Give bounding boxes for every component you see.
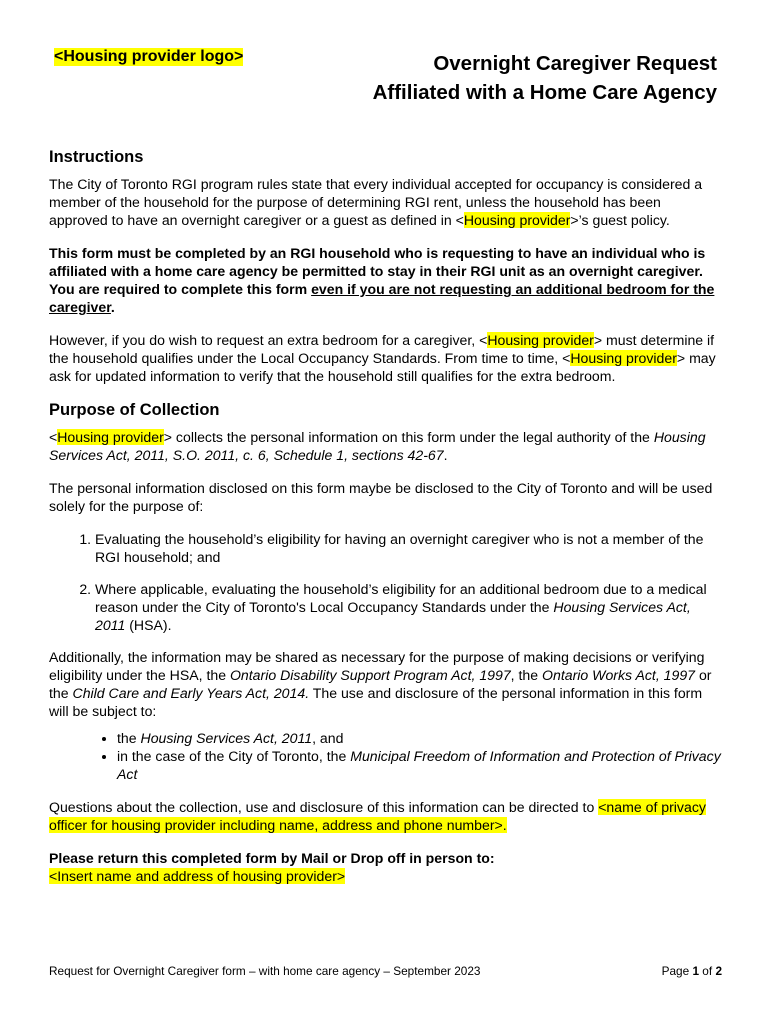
- text-run: .: [443, 447, 448, 463]
- text-run: , and: [312, 730, 344, 746]
- current-page: 1: [692, 964, 700, 978]
- purpose-list: [49, 530, 722, 634]
- italic-text: Ontario Works Act, 1997: [542, 667, 696, 683]
- italic-text: Housing Services Act, 2011: [95, 599, 691, 633]
- text-run: Page: [661, 964, 693, 978]
- purpose-paragraph-3: [49, 648, 722, 720]
- text-run: , the: [510, 667, 543, 683]
- italic-text: Ontario Disability Support Program Act, 1997: [229, 667, 511, 683]
- instructions-paragraph-2: [49, 244, 722, 316]
- text-run: > must determine if the household qualifies under the Local Occupancy Standards. From time to time, <: [49, 332, 715, 366]
- instructions-paragraph-1: [49, 175, 722, 229]
- purpose-paragraph-2: The personal information disclosed on this form maybe be disclosed to the City of Toronto and will be used solely for the purpose of:: [49, 480, 713, 514]
- page-footer: [49, 962, 722, 980]
- text-run: <: [49, 429, 58, 445]
- footer-form-title: Request for Overnight Caregiver form – with home care agency – September 2023: [49, 964, 481, 978]
- bullet-item-2: [117, 747, 722, 783]
- housing-provider-address-placeholder: <Insert name and address of housing provider>: [49, 868, 346, 884]
- legislation-bullet-list: [49, 729, 722, 783]
- privacy-contact-paragraph: [49, 798, 722, 834]
- purpose-heading: Purpose of Collection: [49, 401, 220, 419]
- italic-text: Child Care and Early Years Act, 2014.: [72, 685, 310, 701]
- title-line-1: Overnight Caregiver Request: [433, 52, 717, 75]
- text-run: > may ask for updated information to verify that the household still qualifies for the extra bedroom.: [49, 350, 716, 384]
- title-line-2: Affiliated with a Home Care Agency: [372, 81, 717, 104]
- italic-text: Housing Services Act, 2011: [140, 730, 313, 746]
- privacy-officer-placeholder: <name of privacy officer for housing provider including name, address and phone number>.: [49, 799, 706, 833]
- text-run: .: [110, 299, 115, 315]
- housing-provider-placeholder: Housing provider: [487, 332, 594, 348]
- italic-text: Municipal Freedom of Information and Protection of Privacy Act: [117, 748, 721, 782]
- housing-provider-logo-placeholder: <Housing provider logo>: [54, 48, 244, 65]
- text-run: Where applicable, evaluating the household’s eligibility for an additional bedroom due to a medical reason under the City of Toronto's Local Occupancy Standards under the: [95, 581, 707, 615]
- instructions-section: [49, 147, 722, 385]
- bullet-item-1: [117, 729, 722, 747]
- return-heading: Please return this completed form by Mail or Drop off in person to:: [49, 850, 495, 866]
- text-run: Questions about the collection, use and disclosure of this information can be directed to: [49, 799, 599, 815]
- purpose-section: [49, 400, 722, 885]
- housing-provider-placeholder: Housing provider: [463, 212, 571, 228]
- total-pages: 2: [715, 964, 722, 978]
- housing-provider-placeholder: Housing provider: [57, 429, 164, 445]
- text-run: in the case of the City of Toronto, the: [117, 748, 351, 764]
- text-run: The use and disclosure of the personal information in this form will be subject to:: [49, 685, 703, 719]
- text-run: > collects the personal information on this form under the legal authority of the: [163, 429, 654, 445]
- text-run: Additionally, the information may be shared as necessary for the purpose of making decisions or verifying eligibility under the HSA, the: [49, 649, 705, 683]
- text-run: However, if you do wish to request an extra bedroom for a caregiver, <: [49, 332, 488, 348]
- purpose-paragraph-1: [49, 428, 722, 464]
- text-run: the: [117, 730, 141, 746]
- purpose-list-item-1: 1. Evaluating the household’s eligibility for having an overnight caregiver who is not a member of the RGI household; and: [95, 530, 722, 566]
- purpose-list-item-2: [95, 580, 722, 634]
- footer-page-number: [662, 962, 722, 980]
- text-run: (HSA).: [125, 617, 172, 633]
- text-run: >’s guest policy.: [570, 212, 670, 228]
- instructions-heading: Instructions: [49, 148, 144, 166]
- text-run: or the: [49, 667, 712, 701]
- housing-provider-placeholder: Housing provider: [570, 350, 677, 366]
- text-run: of: [699, 964, 716, 978]
- return-instructions: [49, 849, 722, 885]
- instructions-paragraph-3: [49, 331, 722, 385]
- document-title: [373, 49, 717, 107]
- underlined-text: even if you are not requesting an additional bedroom for the caregiver: [49, 281, 715, 315]
- text-run: This form must be completed by an RGI household who is requesting to have an individual who is affiliated with a home care agency be permitted to stay in their RGI unit as an overnight caregiver. You are required to complete this form: [49, 245, 706, 297]
- text-run: The City of Toronto RGI program rules state that every individual accepted for occupancy is considered a member of the household for the purpose of determining RGI rent, unless the household has been approved to have an overnight caregiver or a guest as defined in <: [49, 176, 703, 228]
- italic-text: Housing Services Act, 2011, S.O. 2011, c. 6, Schedule 1, sections 42-67: [49, 429, 706, 463]
- document-header: [49, 0, 722, 140]
